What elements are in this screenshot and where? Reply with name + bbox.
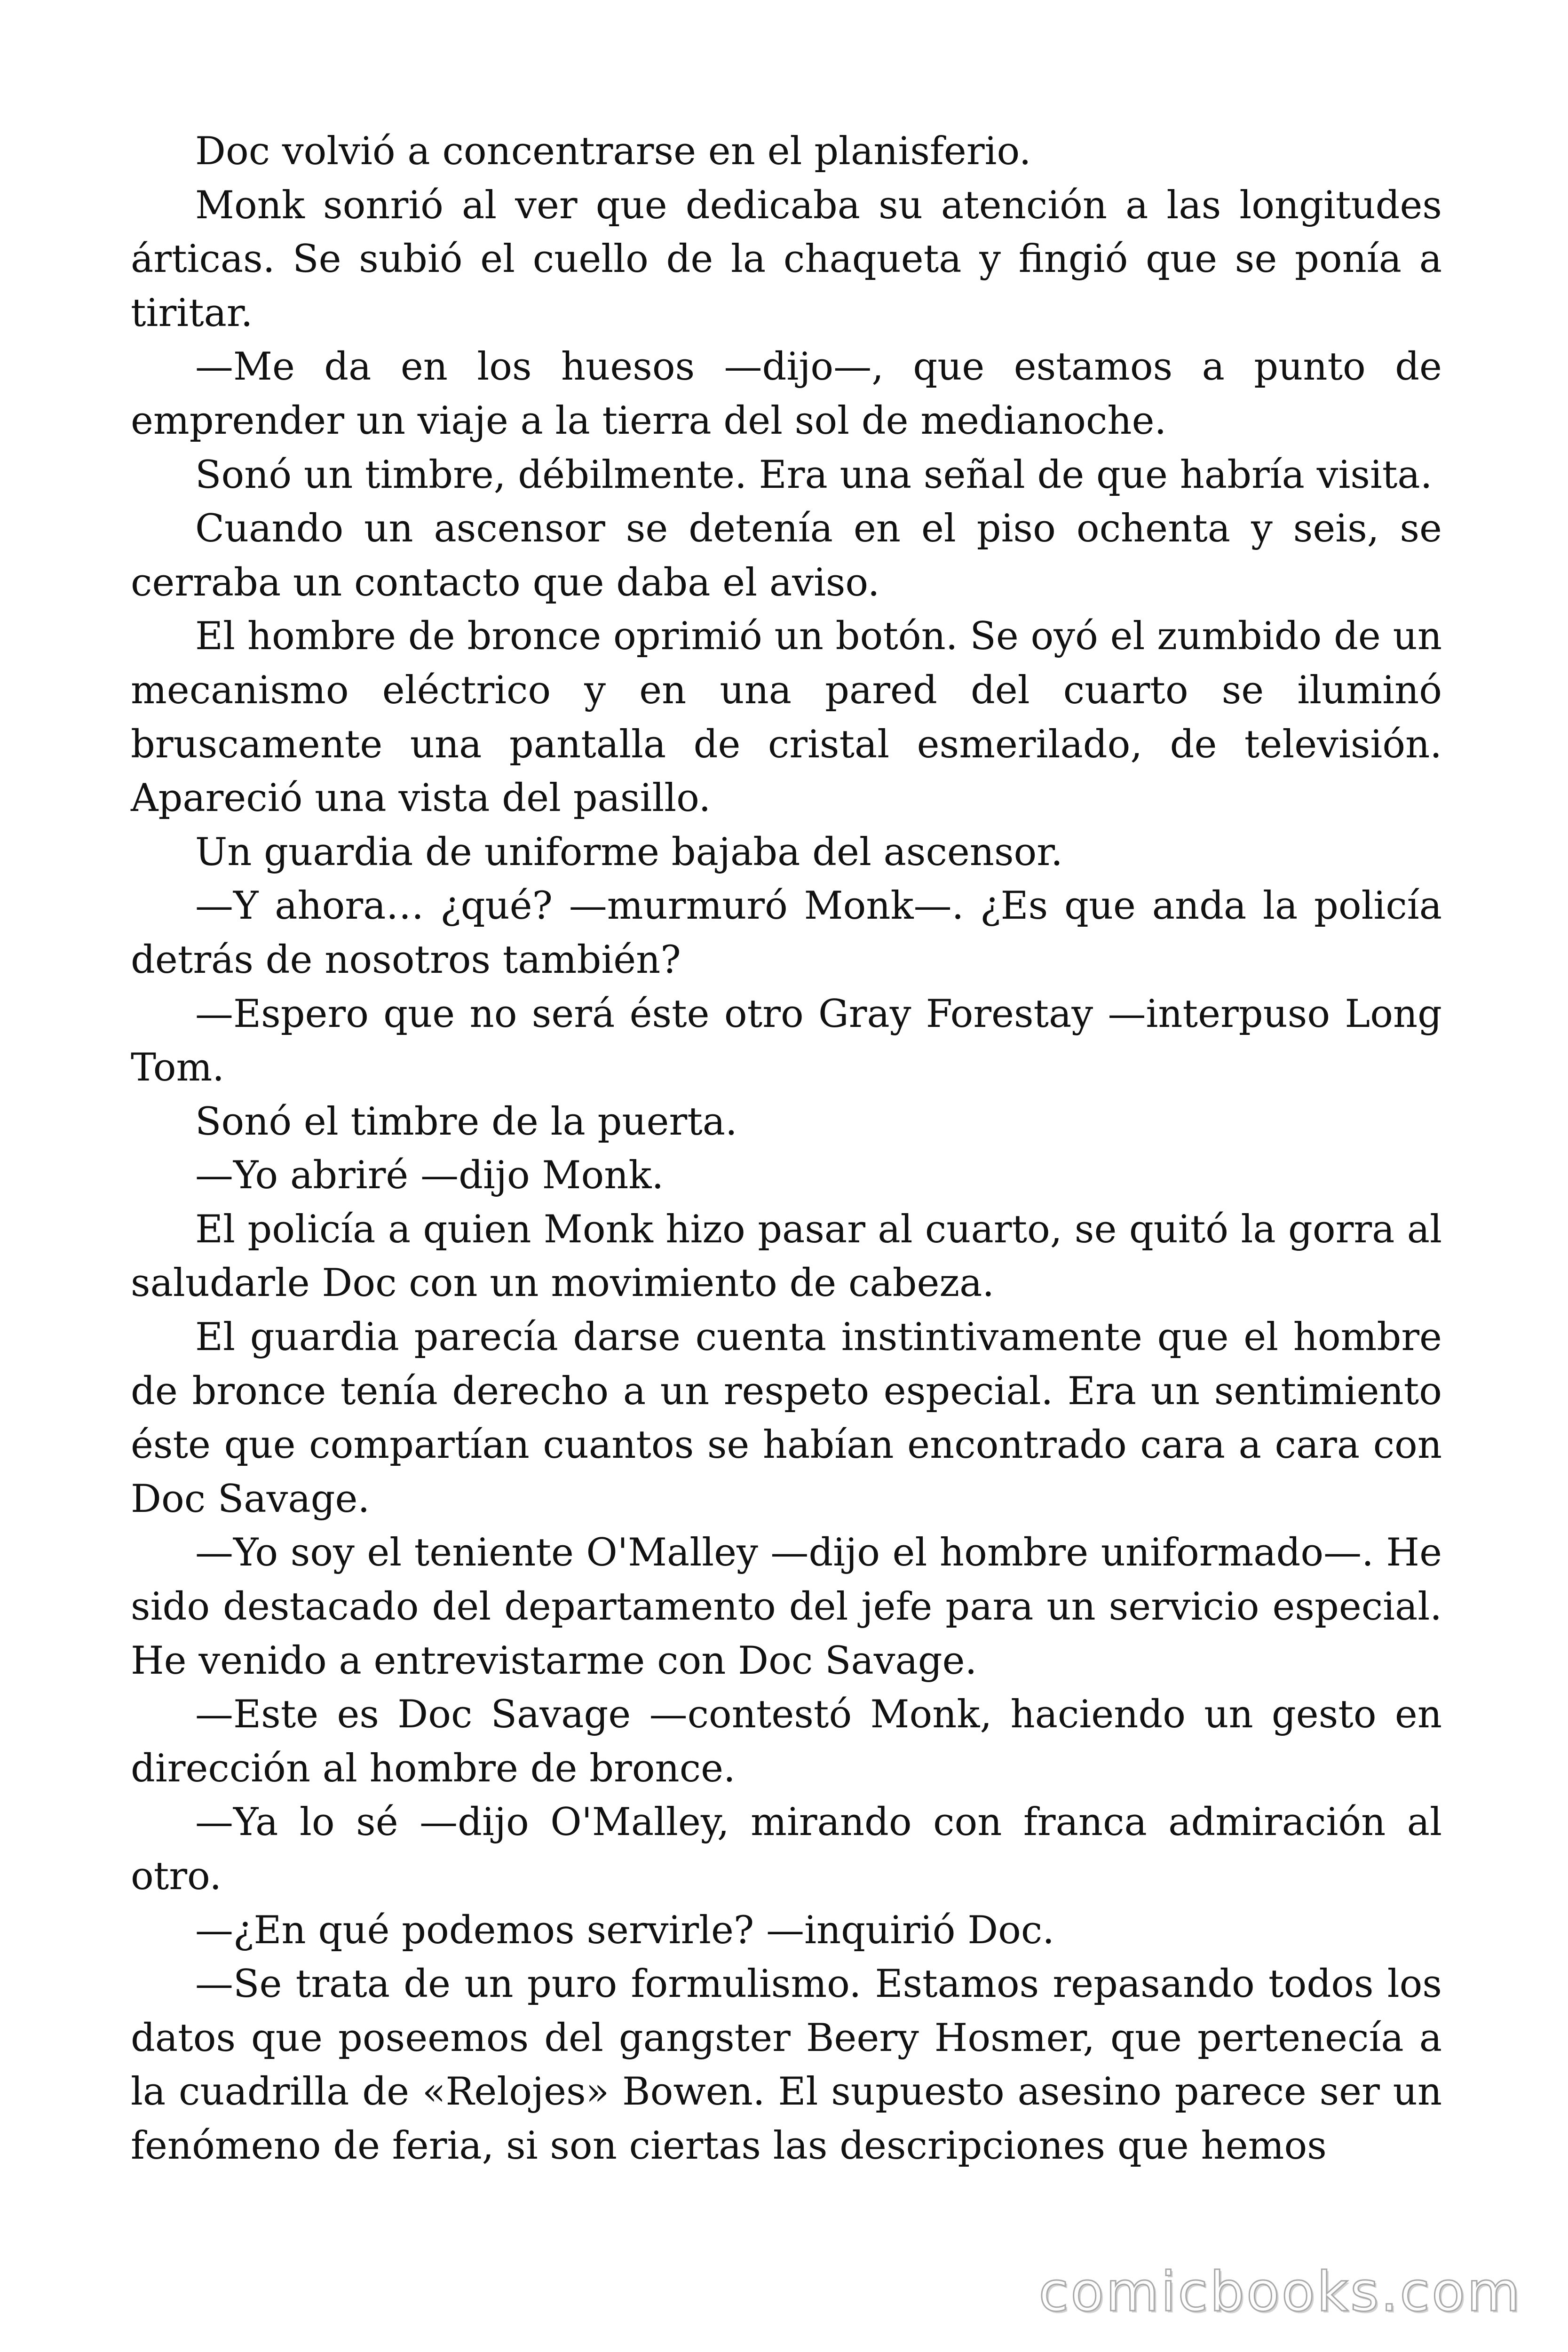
- paragraph: —Espero que no será éste otro Gray Forestay —interpuso Long Tom.: [131, 992, 1442, 1090]
- paragraph: El guardia parecía darse cuenta instintivamente que el hombre de bronce tenía derecho a un respeto especial. Era un sentimiento éste que compartían cuantos se habían encontrado cara a cara con Doc Savage.: [131, 1315, 1442, 1521]
- paragraph: —Ya lo sé —dijo O'Malley, mirando con franca admiración al otro.: [131, 1800, 1442, 1899]
- paragraph: Cuando un ascensor se detenía en el piso ochenta y seis, se cerraba un contacto que daba el aviso.: [131, 507, 1442, 605]
- paragraph: Sonó el timbre de la puerta.: [195, 1099, 737, 1144]
- paragraph: Doc volvió a concentrarse en el planisferio.: [195, 129, 1031, 174]
- paragraph: —Y ahora… ¿qué? —murmuró Monk—. ¿Es que anda la policía detrás de nosotros también?: [131, 884, 1442, 982]
- paragraph: El hombre de bronce oprimió un botón. Se oyó el zumbido de un mecanismo eléctrico y en una pared del cuarto se iluminó bruscamente una pantalla de cristal esmerilado, de televisión. Apareció una vista del pasillo.: [131, 614, 1442, 821]
- paragraph: —Se trata de un puro formulismo. Estamos repasando todos los datos que poseemos del gangster Beery Hosmer, que pertenecía a la cuadrilla de «Relojes» Bowen. El supuesto asesino parece ser un fenómeno de feria, si son ciertas las descripciones que hemos: [131, 1962, 1442, 2168]
- paragraph: —Yo abriré —dijo Monk.: [195, 1153, 664, 1198]
- paragraph: Sonó un timbre, débilmente. Era una señal de que habría visita.: [195, 453, 1433, 497]
- watermark: comicbooks.com: [1038, 2260, 1522, 2324]
- paragraph: Un guardia de uniforme bajaba del ascensor.: [195, 830, 1063, 874]
- body-text: [131, 125, 1442, 2173]
- paragraph: —Este es Doc Savage —contestó Monk, haciendo un gesto en dirección al hombre de bronce.: [131, 1692, 1442, 1791]
- paragraph: —Yo soy el teniente O'Malley —dijo el hombre uniformado—. He sido destacado del departamento del jefe para un servicio especial. He venido a entrevistarme con Doc Savage.: [131, 1531, 1442, 1683]
- paragraph: El policía a quien Monk hizo pasar al cuarto, se quitó la gorra al saludarle Doc con un movimiento de cabeza.: [131, 1207, 1442, 1306]
- paragraph: Monk sonrió al ver que dedicaba su atención a las longitudes árticas. Se subió el cuello de la chaqueta y fingió que se ponía a tiritar.: [131, 183, 1442, 335]
- paragraph: —Me da en los huesos —dijo—, que estamos a punto de emprender un viaje a la tierra del sol de medianoche.: [131, 345, 1442, 443]
- paragraph: —¿En qué podemos servirle? —inquirió Doc.: [195, 1908, 1055, 1953]
